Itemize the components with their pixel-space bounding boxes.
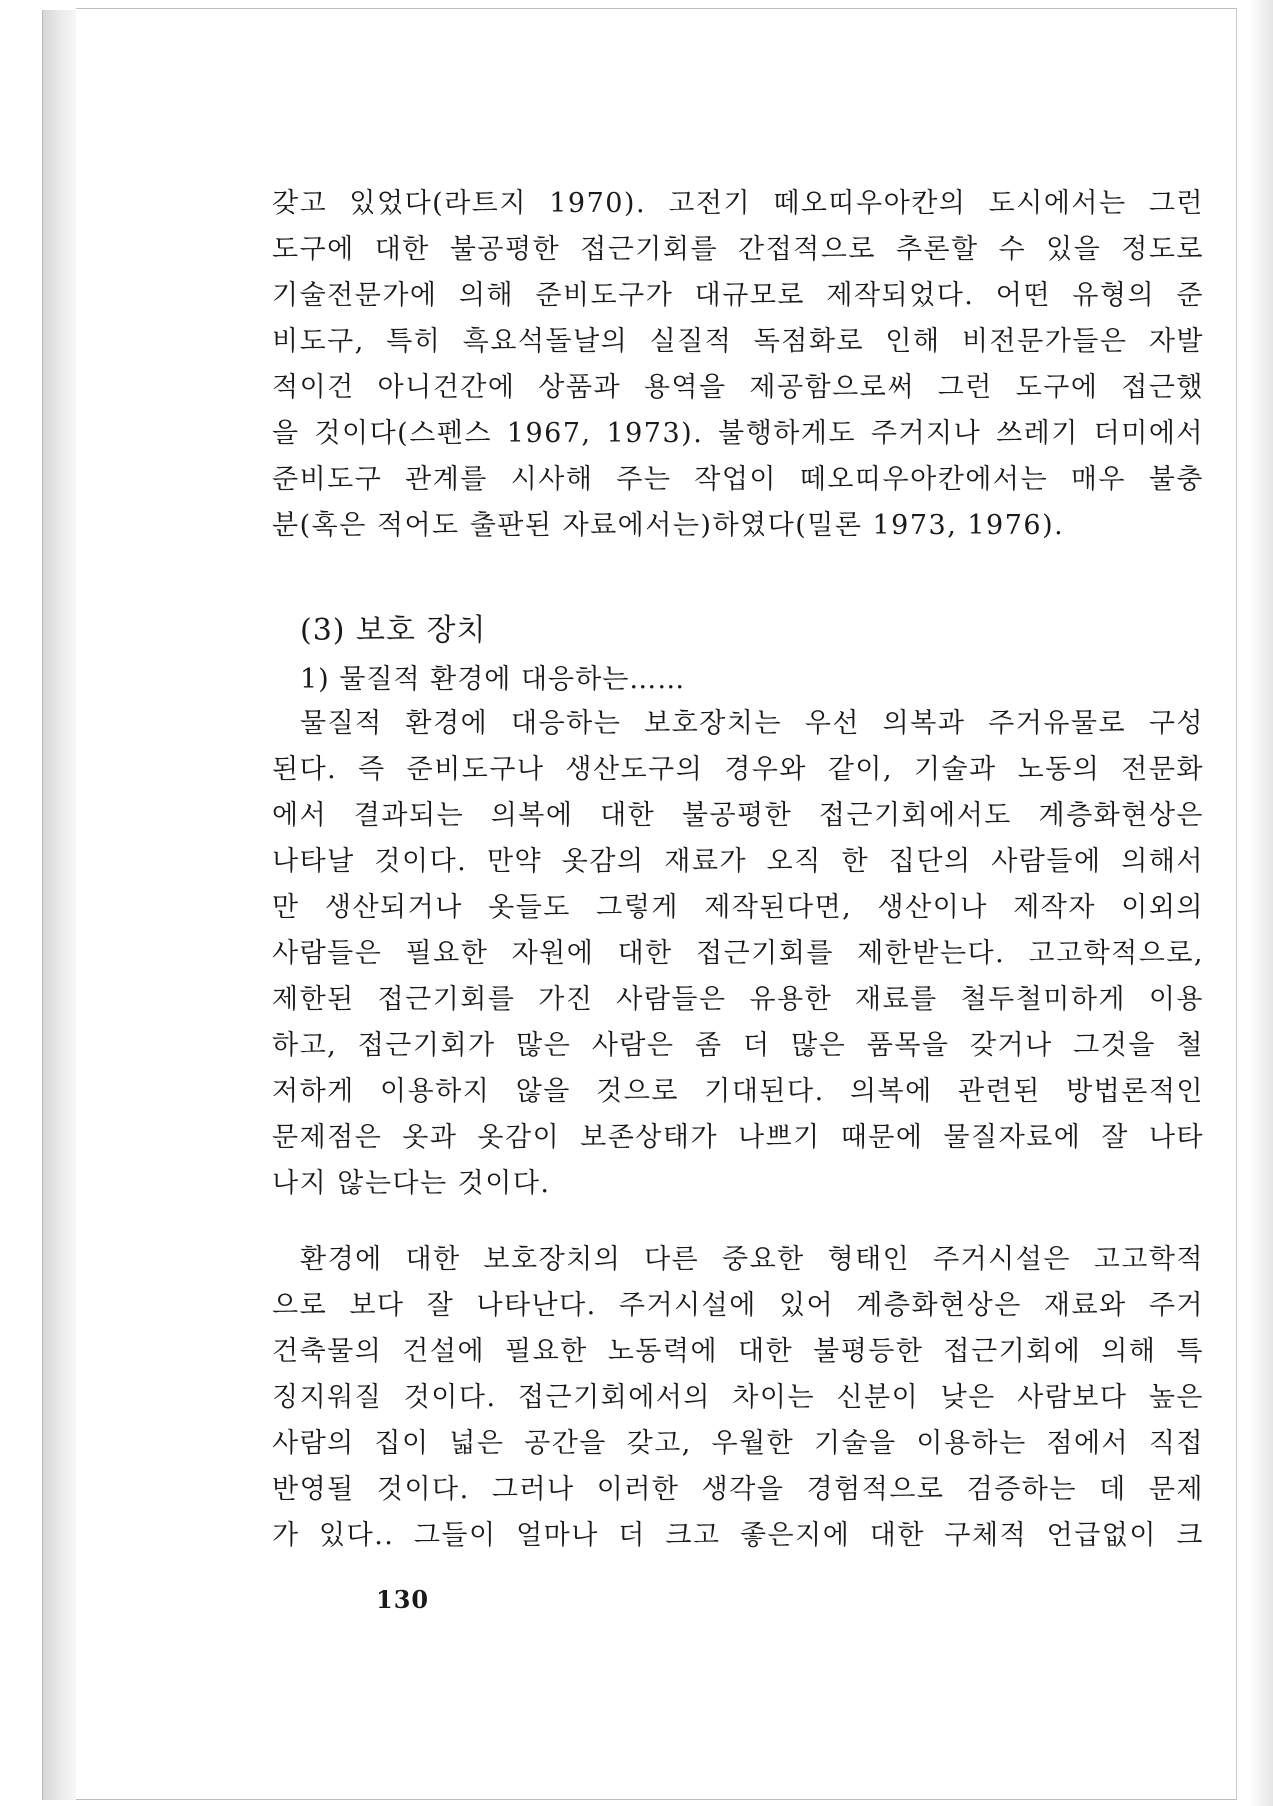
- paragraph-3: [272, 1237, 1204, 1559]
- text-line: 반영될 것이다. 그러나 이러한 생각을 경험적으로 검증하는 데 문제: [272, 1474, 1204, 1505]
- text-line: 적이건 아니건간에 상품과 용역을 제공함으로써 그런 도구에 접근했: [272, 372, 1204, 403]
- section-heading: (3) 보호 장치: [300, 613, 487, 648]
- subsection-heading: 1) 물질적 환경에 대응하는……: [300, 664, 686, 695]
- book-page-edge: [42, 10, 77, 1800]
- text-line: 하고, 접근기회가 많은 사람은 좀 더 많은 품목을 갖거나 그것을 철: [272, 1030, 1204, 1061]
- text-line: 사람의 집이 넓은 공간을 갖고, 우월한 기술을 이용하는 점에서 직접: [272, 1428, 1204, 1459]
- text-line: 저하게 이용하지 않을 것으로 기대된다. 의복에 관련된 방법론적인: [272, 1076, 1204, 1107]
- text-line: 으로 보다 잘 나타난다. 주거시설에 있어 계층화현상은 재료와 주거: [272, 1290, 1204, 1321]
- text-line: 갖고 있었다(라트지 1970). 고전기 떼오띠우아칸의 도시에서는 그런: [272, 188, 1204, 219]
- page-number: 130: [376, 1585, 430, 1614]
- text-line: 건축물의 건설에 필요한 노동력에 대한 불평등한 접근기회에 의해 특: [272, 1336, 1204, 1367]
- text-line: 나타날 것이다. 만약 옷감의 재료가 오직 한 집단의 사람들에 의해서: [272, 846, 1204, 877]
- text-line: 준비도구 관계를 시사해 주는 작업이 떼오띠우아칸에서는 매우 불충: [272, 464, 1204, 495]
- text-line: 사람들은 필요한 자원에 대한 접근기회를 제한받는다. 고고학적으로,: [272, 938, 1204, 969]
- text-line: 제한된 접근기회를 가진 사람들은 유용한 재료를 철두철미하게 이용: [272, 984, 1204, 1015]
- text-line: 도구에 대한 불공평한 접근기회를 간접적으로 추론할 수 있을 정도로: [272, 234, 1204, 265]
- text-line: 을 것이다(스펜스 1967, 1973). 불행하게도 주거지나 쓰레기 더미에서: [272, 418, 1204, 449]
- text-line: 문제점은 옷과 옷감이 보존상태가 나쁘기 때문에 물질자료에 잘 나타: [272, 1122, 1204, 1153]
- book-page: [76, 8, 1237, 1800]
- text-line: 비도구, 특히 흑요석돌날의 실질적 독점화로 인해 비전문가들은 자발: [272, 326, 1204, 357]
- text-line: 환경에 대한 보호장치의 다른 중요한 형태인 주거시설은 고고학적: [300, 1244, 1204, 1275]
- paragraph-1: [272, 181, 1204, 549]
- text-line: 나지 않는다는 것이다.: [272, 1168, 551, 1199]
- text-line: 된다. 즉 준비도구나 생산도구의 경우와 같이, 기술과 노동의 전문화: [272, 754, 1204, 785]
- text-line: 물질적 환경에 대응하는 보호장치는 우선 의복과 주거유물로 구성: [300, 708, 1204, 739]
- text-line: 만 생산되거나 옷들도 그렇게 제작된다면, 생산이나 제작자 이외의: [272, 892, 1204, 923]
- text-line: 기술전문가에 의해 준비도구가 대규모로 제작되었다. 어떤 유형의 준: [272, 280, 1204, 311]
- text-line: 분(혹은 적어도 출판된 자료에서는)하였다(밀론 1973, 1976).: [272, 510, 1065, 541]
- text-line: 에서 결과되는 의복에 대한 불공평한 접근기회에서도 계층화현상은: [272, 800, 1204, 831]
- text-line: 징지워질 것이다. 접근기회에서의 차이는 신분이 낮은 사람보다 높은: [272, 1382, 1204, 1413]
- page-shadow: [1249, 0, 1273, 1806]
- paragraph-2: [272, 701, 1204, 1207]
- text-line: 가 있다.. 그들이 얼마나 더 크고 좋은지에 대한 구체적 언급없이 크: [272, 1520, 1204, 1551]
